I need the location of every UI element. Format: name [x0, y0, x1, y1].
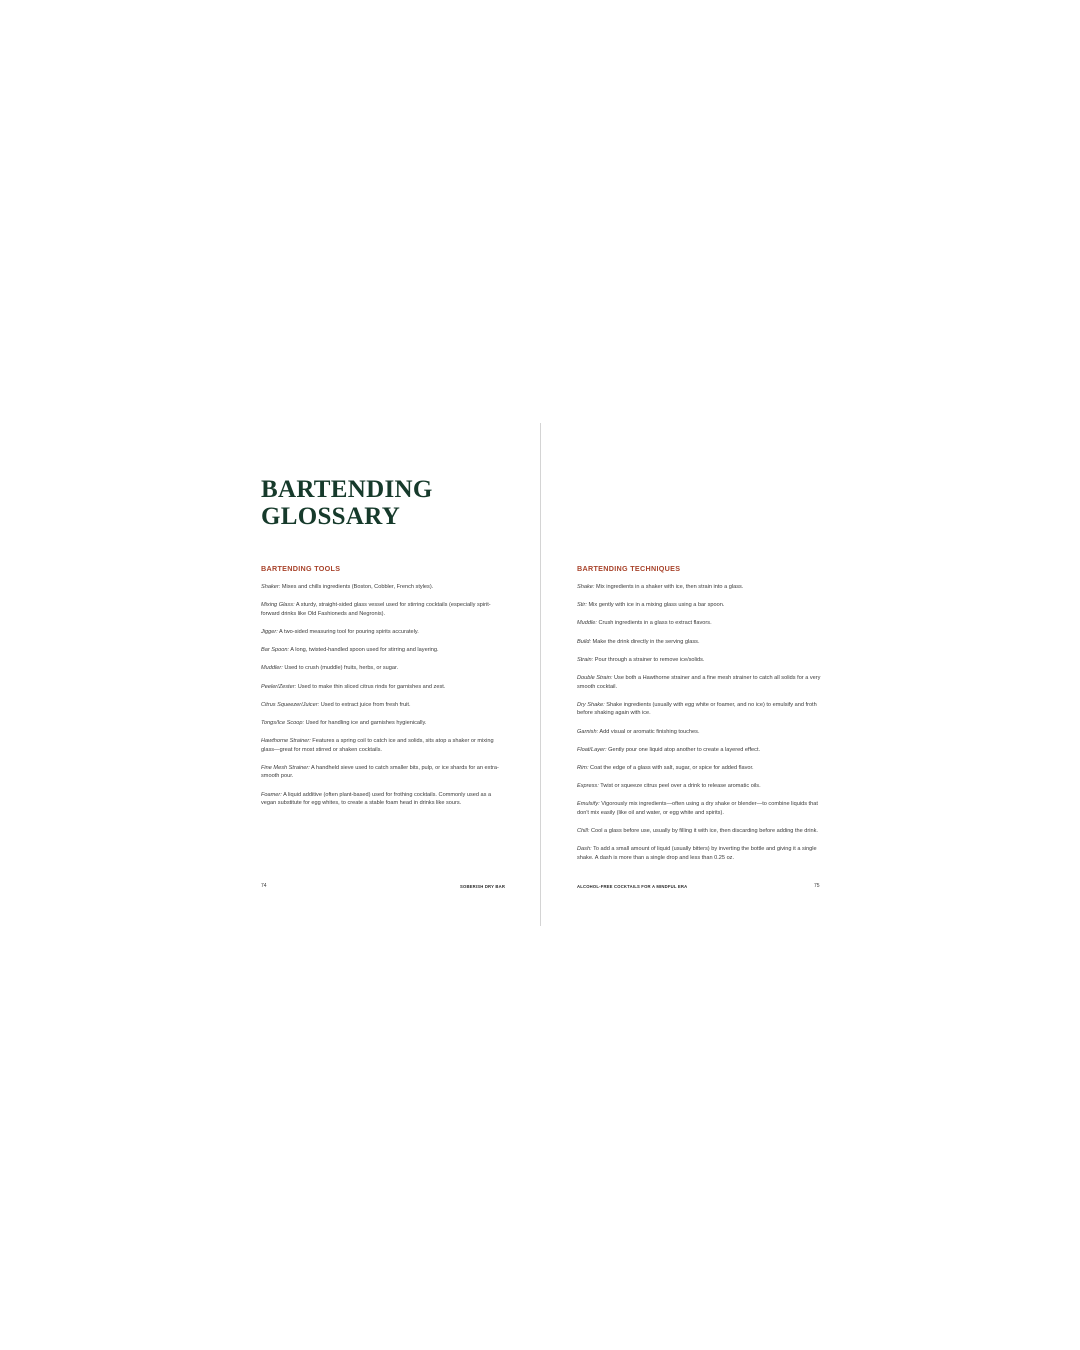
glossary-term: Muddler:: [261, 665, 283, 672]
right-running-head: ALCOHOL-FREE COCKTAILS FOR A MINDFUL ERA: [577, 884, 688, 889]
glossary-definition: Shake ingredients (usually with egg white or foamer, and no ice) to emulsify and froth before shaking again with ice.: [577, 701, 817, 717]
glossary-entry: [261, 719, 506, 728]
glossary-term: Bar Spoon:: [261, 647, 289, 654]
glossary-definition: Cool a glass before use, usually by filling it with ice, then discarding before adding the drink.: [589, 828, 818, 835]
glossary-entry: [577, 746, 821, 755]
glossary-term: Mixing Glass:: [261, 602, 295, 609]
left-running-head: SOBERISH DRY BAR: [460, 884, 506, 889]
glossary-entry: [261, 628, 506, 637]
bartending-tools-heading: BARTENDING TOOLS: [261, 564, 341, 573]
glossary-term: Dash:: [577, 846, 592, 853]
glossary-definition: Add visual or aromatic finishing touches.: [598, 728, 700, 735]
glossary-entry: [577, 619, 821, 628]
left-page-number: 74: [261, 883, 267, 889]
glossary-definition: Use both a Hawthorne strainer and a fine mesh strainer to catch all solids for a very smooth cocktail.: [577, 674, 821, 690]
glossary-definition: Pour through a strainer to remove ice/solids.: [593, 656, 705, 663]
glossary-term: Build:: [577, 638, 591, 645]
glossary-entry: [577, 800, 821, 817]
glossary-term: Strain:: [577, 656, 594, 663]
glossary-term: Foamer:: [261, 791, 282, 798]
glossary-definition: A long, twisted-handled spoon used for stirring and layering.: [289, 647, 439, 654]
glossary-term: Emulsify:: [577, 801, 600, 808]
glossary-definition: A sturdy, straight-sided glass vessel used for stirring cocktails (especially spirit-forward drinks like Old Fashioneds and Negronis).: [261, 602, 491, 617]
glossary-entry: [577, 701, 821, 718]
glossary-entry: [261, 737, 506, 754]
glossary-term: Citrus Squeezer/Juicer:: [261, 701, 320, 708]
glossary-entry: [577, 674, 821, 691]
right-page-number: 75: [814, 883, 820, 889]
glossary-term: Garnish:: [577, 728, 599, 735]
glossary-term: Shaker:: [261, 584, 281, 590]
glossary-entry: [261, 664, 506, 673]
glossary-term: Muddle:: [577, 620, 597, 627]
page-gutter-divider: [540, 423, 541, 926]
glossary-entry: [261, 791, 506, 808]
glossary-definition: Used for handling ice and garnishes hygienically.: [304, 719, 427, 726]
glossary-definition: A handheld sieve used to catch smaller bits, pulp, or ice shards for an extra-smooth pour.: [261, 764, 499, 780]
glossary-entry: [261, 683, 506, 692]
glossary-term: Float/Layer:: [577, 746, 607, 753]
glossary-entry: [261, 583, 506, 592]
glossary-definition: Gently pour one liquid atop another to create a layered effect.: [606, 746, 761, 753]
glossary-definition: To add a small amount of liquid (usually bitters) by inverting the bottle and giving it a single shake. A dash is more than a single drop and less than 0.25 oz.: [577, 846, 817, 861]
glossary-entry: [577, 656, 821, 665]
glossary-entry: [577, 764, 821, 773]
glossary-definition: Vigorously mix ingredients—often using a dry shake or blender—to combine liquids that don't mix easily (like oil and water, or egg white and spirits).: [577, 801, 818, 816]
glossary-definition: Crush ingredients in a glass to extract flavors.: [596, 620, 712, 627]
glossary-entry: [261, 764, 506, 781]
glossary-title-line-2: GLOSSARY: [261, 503, 401, 530]
glossary-definition: Mix ingredients in a shaker with ice, then strain into a glass.: [594, 584, 744, 590]
glossary-term: Fine Mesh Strainer:: [261, 764, 310, 771]
glossary-term: Rim:: [577, 764, 589, 771]
glossary-definition: Mix gently with ice in a mixing glass using a bar spoon.: [586, 602, 725, 609]
glossary-definition: Used to extract juice from fresh fruit.: [319, 701, 411, 708]
glossary-definition: A two-sided measuring tool for pouring spirits accurately.: [277, 628, 419, 635]
glossary-term: Jigger:: [261, 628, 278, 635]
glossary-entry: [261, 646, 506, 655]
glossary-entry: [261, 601, 506, 618]
bartending-techniques-heading: BARTENDING TECHNIQUES: [577, 564, 681, 573]
glossary-entry: [577, 827, 821, 836]
glossary-definition: Make the drink directly in the serving glass.: [591, 638, 700, 645]
glossary-entry: [577, 638, 821, 647]
glossary-term: Double Strain:: [577, 674, 613, 681]
glossary-entry: [577, 782, 821, 791]
glossary-definition: Coat the edge of a glass with salt, sugar, or spice for added flavor.: [588, 764, 754, 771]
glossary-definition: Features a spring coil to catch ice and solids, sits atop a shaker or mixing glass—great for most stirred or shaken cocktails.: [261, 738, 494, 753]
glossary-entry: [577, 601, 821, 610]
glossary-title: [261, 476, 433, 530]
glossary-term: Shake:: [577, 584, 595, 590]
glossary-term: Express:: [577, 783, 599, 790]
glossary-entry: [577, 728, 821, 737]
glossary-title-line-1: BARTENDING: [261, 476, 433, 503]
glossary-definition: Used to make thin sliced citrus rinds for garnishes and zest.: [296, 683, 446, 690]
glossary-term: Tongs/Ice Scoop:: [261, 719, 305, 726]
techniques-glossary-list: [577, 583, 821, 872]
glossary-definition: Twist or squeeze citrus peel over a drink to release aromatic oils.: [598, 783, 761, 790]
glossary-entry: [577, 583, 821, 592]
glossary-term: Chill:: [577, 828, 590, 835]
glossary-entry: [261, 701, 506, 710]
glossary-definition: Mixes and chills ingredients (Boston, Cobbler, French styles).: [280, 584, 434, 590]
glossary-entry: [577, 845, 821, 862]
glossary-term: Hawthorne Strainer:: [261, 738, 311, 745]
glossary-term: Stir:: [577, 602, 587, 609]
glossary-definition: Used to crush (muddle) fruits, herbs, or sugar.: [282, 665, 399, 672]
tools-glossary-list: [261, 583, 506, 817]
glossary-term: Dry Shake:: [577, 701, 605, 708]
glossary-term: Peeler/Zester:: [261, 683, 297, 690]
glossary-definition: A liquid additive (often plant-based) used for frothing cocktails. Commonly used as a vegan substitute for egg whites, to create a stable foam head in drinks like sours.: [261, 791, 492, 807]
